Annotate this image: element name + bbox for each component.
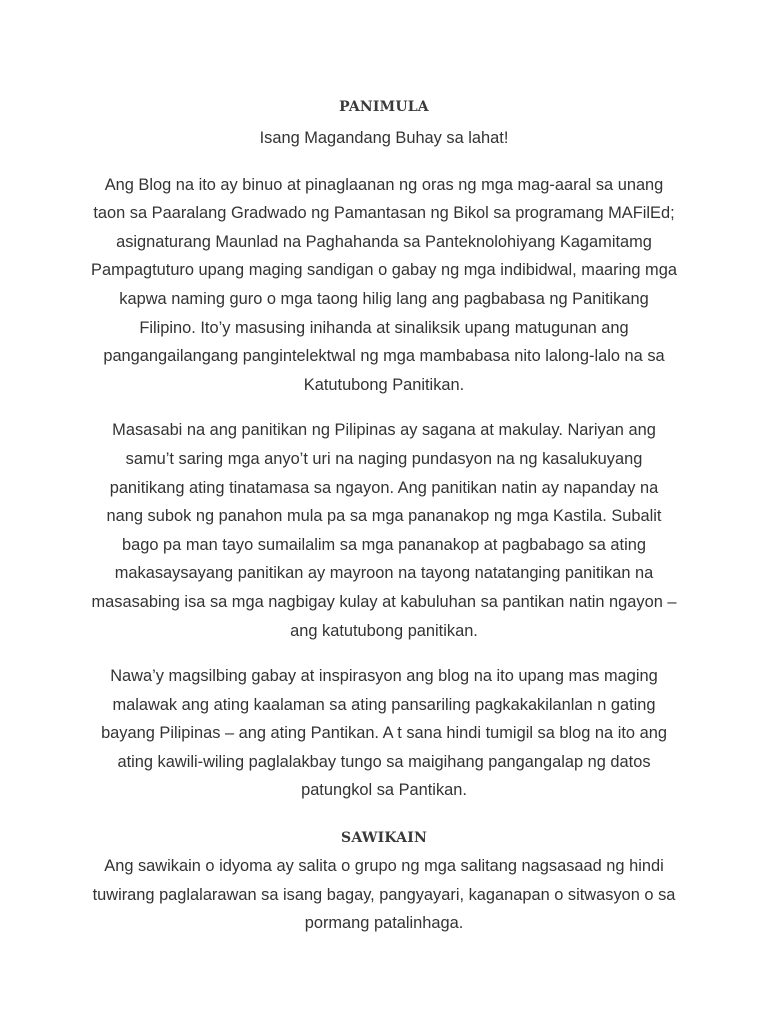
intro-paragraph-2 <box>90 416 678 645</box>
text-line: bayang Pilipinas – ang ating Pantikan. A t sana hindi tumigil sa blog na ito ang <box>101 724 667 743</box>
text-line: Katutubong Panitikan. <box>303 375 465 394</box>
text-line: asignaturang Maunlad na Paghahanda sa Panteknolohiyang Kagamitamg <box>116 232 652 251</box>
text-line: Pampagtuturo upang maging sandigan o gabay ng mga indibidwal, maaring mga <box>91 261 677 280</box>
text-line: nang subok ng panahon mula pa sa mga pananakop ng mga Kastila. Subalit <box>106 507 662 526</box>
greeting-text: Isang Magandang Buhay sa lahat! <box>259 129 509 147</box>
text-line: pormang patalinhaga. <box>304 914 464 933</box>
text-line: ang katutubong panitikan. <box>290 621 478 640</box>
text-line: ating kawili-wiling paglalakbay tungo sa maigihang pangangalap ng datos <box>117 752 651 771</box>
text-line: pangangailangang pangintelektwal ng mga mambabasa nito lalong-lalo na sa <box>103 347 665 366</box>
text-line: Nawa’y magsilbing gabay at inspirasyon ang blog na ito upang mas maging <box>110 667 658 686</box>
text-line: panitikang ating tinatamasa sa ngayon. Ang panitikan natin ay napanday na <box>109 478 659 497</box>
text-line: Masasabi na ang panitikan ng Pilipinas ay sagana at makulay. Nariyan ang <box>112 421 656 440</box>
text-line: bago pa man tayo sumailalim sa mga pananakop at pagbabago sa ating <box>122 535 646 554</box>
text-line: makasaysayang panitikan ay mayroon na tayong natatanging panitikan na <box>114 564 654 583</box>
text-line: samu’t saring mga anyo’t uri na naging pundasyon na ng kasalukuyang <box>125 449 643 468</box>
text-line: tuwirang paglalarawan sa isang bagay, pangyayari, kaganapan o sitwasyon o sa <box>92 885 676 904</box>
text-line: patungkol sa Pantikan. <box>301 781 467 800</box>
text-line: kapwa naming guro o mga taong hilig lang ang pagbabasa ng Panitikang <box>119 289 649 308</box>
text-line: Filipino. Ito’y masusing inihanda at sinaliksik upang matugunan ang <box>139 318 629 337</box>
text-line: taon sa Paaralang Gradwado ng Pamantasan ng Bikol sa programang MAFilEd; <box>93 204 675 223</box>
intro-paragraph-3 <box>90 662 678 805</box>
sawikain-paragraph <box>90 852 678 938</box>
text-line: Ang Blog na ito ay binuo at pinaglaanan ng oras ng mga mag-aaral sa unang <box>104 175 664 194</box>
intro-paragraph-1 <box>90 171 678 400</box>
section-heading-sawikain: SAWIKAIN <box>341 830 427 847</box>
text-line: malawak ang ating kaalaman sa ating pansariling pagkakakilanlan n gating <box>112 695 656 714</box>
section-heading-panimula: PANIMULA <box>339 99 429 115</box>
document-page <box>90 96 678 938</box>
text-line: masasabing isa sa mga nagbigay kulay at kabuluhan sa pantikan natin ngayon – <box>91 592 677 611</box>
text-line: Ang sawikain o idyoma ay salita o grupo ng mga salitang nagsasaad ng hindi <box>104 857 664 876</box>
